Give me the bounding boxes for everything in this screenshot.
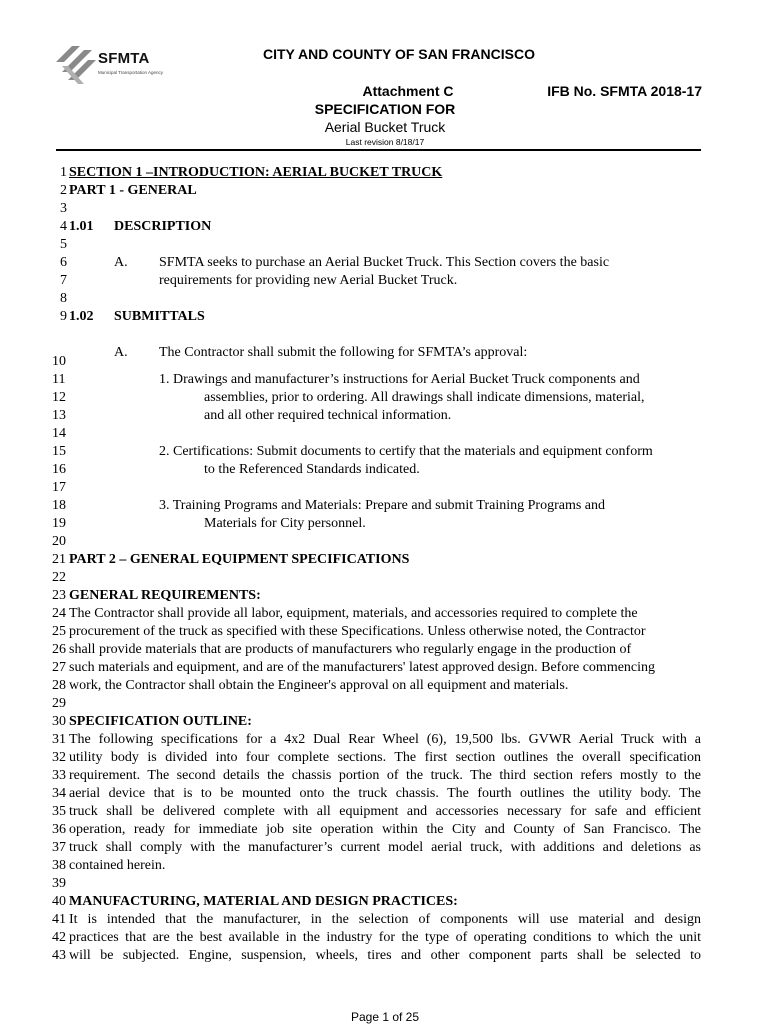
paragraph-line: shall provide materials that are products of manufacturers who regularly engage in the production of <box>69 642 632 657</box>
subsection-number: 1.01 <box>69 219 94 234</box>
paragraph-heading: GENERAL REQUIREMENTS: <box>69 588 261 603</box>
line-number: 34 <box>52 786 66 801</box>
subsection-title: DESCRIPTION <box>114 219 212 234</box>
line-number: 16 <box>52 462 66 477</box>
line-number: 40 <box>52 894 66 909</box>
list-item-continuation: assemblies, prior to ordering. All drawings shall indicate dimensions, material, <box>204 390 645 405</box>
line-number: 30 <box>52 714 66 729</box>
revision-date: Last revision 8/18/17 <box>345 137 425 147</box>
list-item-continuation: to the Referenced Standards indicated. <box>204 462 420 477</box>
logo-subtitle: Municipal Transportation Agency <box>98 70 164 75</box>
line-number: 18 <box>52 498 66 513</box>
line-number: 20 <box>52 534 66 549</box>
line-number: 1 <box>60 165 67 180</box>
paragraph-line: utility body is divided into four complete sections. The first section outlines the overall specification <box>69 750 701 765</box>
line-number: 7 <box>60 273 67 288</box>
paragraph-line: work, the Contractor shall obtain the Engineer's approval on all equipment and materials. <box>69 678 569 693</box>
item-label: A. <box>114 345 128 360</box>
specification-for: SPECIFICATION FOR <box>314 101 456 117</box>
paragraph-line: requirements for providing new Aerial Bucket Truck. <box>159 273 458 288</box>
list-item: 3. Training Programs and Materials: Prepare and submit Training Programs and <box>159 498 606 513</box>
paragraph-line: The Contractor shall submit the following for SFMTA’s approval: <box>159 345 528 360</box>
page-footer: Page 1 of 25 <box>350 1010 420 1024</box>
line-number: 2 <box>60 183 67 198</box>
line-number: 13 <box>52 408 66 423</box>
list-item-continuation: Materials for City personnel. <box>204 516 366 531</box>
line-number: 39 <box>52 876 66 891</box>
paragraph-line: requirement. The second details the chassis portion of the truck. The third section refers mostly to the <box>69 768 701 783</box>
line-number: 9 <box>60 309 67 324</box>
line-number: 36 <box>52 822 66 837</box>
list-item: 2. Certifications: Submit documents to certify that the materials and equipment conform <box>159 444 653 459</box>
line-number: 17 <box>52 480 66 495</box>
part-heading: PART 1 - GENERAL <box>69 183 197 198</box>
line-number: 32 <box>52 750 66 765</box>
attachment-label: Attachment C <box>362 83 454 99</box>
ifb-number: IFB No. SFMTA 2018-17 <box>547 83 702 99</box>
organization-title: CITY AND COUNTY OF SAN FRANCISCO <box>263 46 535 62</box>
paragraph-line: aerial device that is to be mounted onto the truck chassis. The fourth outlines the utility body. The <box>69 786 701 801</box>
list-item-continuation: and all other required technical information. <box>204 408 452 423</box>
paragraph-line: It is intended that the manufacturer, in the selection of components will use material and design <box>69 912 701 927</box>
paragraph-line: The following specifications for a 4x2 Dual Rear Wheel (6), 19,500 lbs. GVWR Aerial Truck with a <box>69 732 701 747</box>
list-item: 1. Drawings and manufacturer’s instructions for Aerial Bucket Truck components and <box>159 372 640 387</box>
line-number: 29 <box>52 696 66 711</box>
line-number: 11 <box>52 372 66 387</box>
line-number: 35 <box>52 804 66 819</box>
section-heading: SECTION 1 –INTRODUCTION: AERIAL BUCKET TRUCK <box>69 165 443 180</box>
line-number: 33 <box>52 768 66 783</box>
line-number: 27 <box>52 660 66 675</box>
paragraph-line: operation, ready for immediate job site operation within the City and County of San Francisco. The <box>69 822 701 837</box>
line-number: 12 <box>52 390 66 405</box>
header-rule <box>56 149 701 151</box>
line-number: 14 <box>52 426 66 441</box>
line-number: 15 <box>52 444 66 459</box>
logo-name: SFMTA <box>98 50 150 67</box>
paragraph-line: procurement of the truck as specified with these Specifications. Unless otherwise noted, the Contractor <box>69 624 646 639</box>
line-number: 37 <box>52 840 66 855</box>
line-number: 8 <box>60 291 67 306</box>
line-number: 4 <box>60 219 67 234</box>
paragraph-line: contained herein. <box>69 858 166 873</box>
paragraph-line: truck shall comply with the manufacturer’s current model aerial truck, with additions and deletions as <box>69 840 701 855</box>
line-number: 6 <box>60 255 67 270</box>
line-number: 23 <box>52 588 66 603</box>
paragraph-line: truck shall be delivered complete with all equipment and accessories necessary for safe and efficient <box>69 804 701 819</box>
line-number: 3 <box>60 201 67 216</box>
part-heading: PART 2 – GENERAL EQUIPMENT SPECIFICATIONS <box>69 552 410 567</box>
item-label: A. <box>114 255 128 270</box>
line-number: 26 <box>52 642 66 657</box>
paragraph-line: practices that are the best available in the industry for the type of operating conditions to which the unit <box>69 930 701 945</box>
paragraph-line: such materials and equipment, and are of the manufacturers' latest approved design. Before commencing <box>69 660 656 675</box>
line-number: 28 <box>52 678 66 693</box>
paragraph-heading: MANUFACTURING, MATERIAL AND DESIGN PRACTICES: <box>69 894 458 909</box>
line-number: 42 <box>52 930 66 945</box>
line-number: 25 <box>52 624 66 639</box>
subsection-number: 1.02 <box>69 309 94 324</box>
line-number: 24 <box>52 606 66 621</box>
line-number: 5 <box>60 237 67 252</box>
paragraph-line: will be subjected. Engine, suspension, wheels, tires and other component parts shall be selected to <box>69 948 701 963</box>
paragraph-line: The Contractor shall provide all labor, equipment, materials, and accessories required to complete the <box>69 606 638 621</box>
line-number: 31 <box>52 732 66 747</box>
line-number: 21 <box>52 552 66 567</box>
line-number: 41 <box>52 912 66 927</box>
line-number: 19 <box>52 516 66 531</box>
paragraph-line: SFMTA seeks to purchase an Aerial Bucket Truck. This Section covers the basic <box>159 255 610 270</box>
line-number: 22 <box>52 570 66 585</box>
line-number: 43 <box>52 948 66 963</box>
paragraph-heading: SPECIFICATION OUTLINE: <box>69 714 252 729</box>
line-number: 38 <box>52 858 66 873</box>
line-number: 10 <box>52 354 66 369</box>
specification-subject: Aerial Bucket Truck <box>324 119 446 135</box>
subsection-title: SUBMITTALS <box>114 309 205 324</box>
